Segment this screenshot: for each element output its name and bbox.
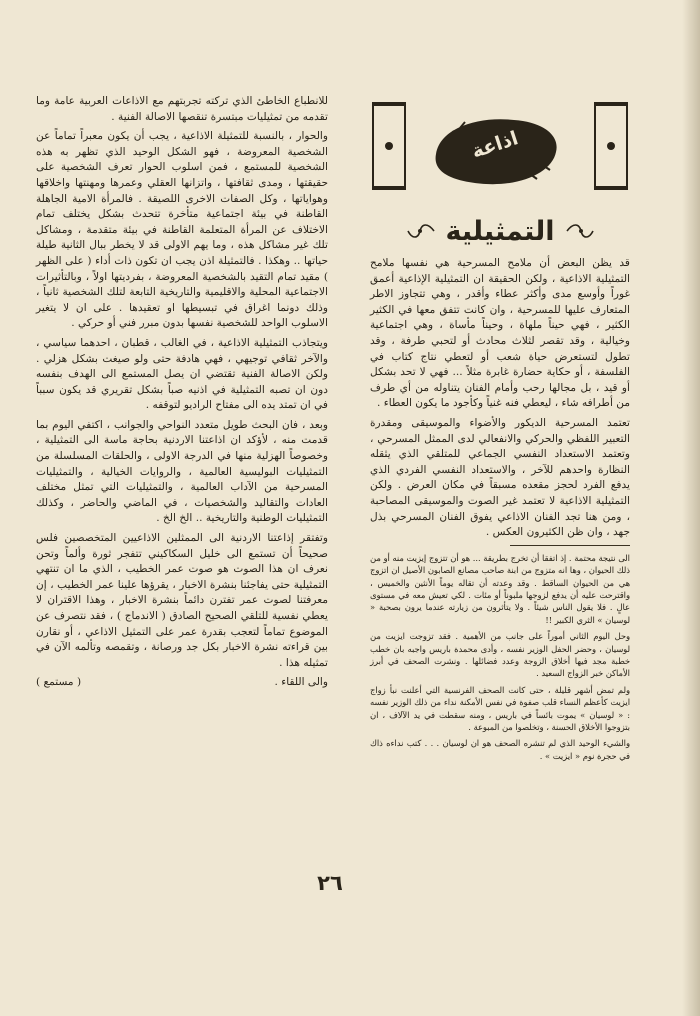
body-paragraph: تعتمد المسرحية الديكور والأضواء والموسيقى ومقدرة التعبير اللفظي والحركي والانفعالي لدى الممثل المسرحي ، وتعتمد الاستعداد النفسي الجماعي للمتلقي الذي يثقله النظارة واحدهم للآخر ، والاستعداد النفسي الفردي الذي يدفع الفرد لحجز مقعده مسبقاً في مكان العرض . ولكن التمثيلية الاذاعية لا تعتمد غير الصوت والموسيقى المصاحبة ، ومن هنا تجد الفنان الاذاعي يفوق الفنان المسرحي بذل جهد ، وان ظن الكثيرون العكس . <box>370 416 630 539</box>
closing-row <box>36 675 328 691</box>
header-decorative-panel-right <box>594 102 628 190</box>
footnote-divider <box>510 545 630 546</box>
article-header <box>370 94 630 206</box>
closing-text: والى اللقاء . <box>274 676 328 689</box>
ornament-left-icon <box>406 221 436 241</box>
body-paragraph: وبعد ، فان البحث طويل متعدد النواحي والجوانب ، اكتفي اليوم بما قدمت منه ، لأؤكد ان اذاعتنا الاردنية بحاجة ماسة الى التمثيلية ، وخصوصاً الهزلية منها في الدرجة الاولى ، والحلقات المسلسلة من التمثيليات البوليسية العالمية ، والروايات الخيالية ، والتمثيليات المسرحية من الآداب العالمية ، والتمثيليات التي تمثل مختلف العادات والتقاليد والشخصيات ، في الماضي والحاضر ، وكذلك التمثيليات الوطنية والتاريخية .. الخ الخ . <box>36 418 328 525</box>
footnote-paragraph: والشيء الوحيد الذي لم تنشره الصحف هو ان لوسيان . . . كتب نداءه ذاك في حجرة نوم « ايزيت » . <box>370 738 630 761</box>
body-paragraph: للانطباع الخاطئ الذي تركته تجربتهم مع الاذاعات العربية عامة وما تقدمه من تمثيليات مبتسرة تنقصها الاصالة الفنية . <box>36 95 328 123</box>
page-edge-shadow <box>682 0 700 1016</box>
article-title: التمثيلية <box>445 215 555 247</box>
panel-dot-icon <box>385 142 393 150</box>
body-paragraph: والحوار ، بالنسبة للتمثيلة الاذاعية ، يجب أن يكون معبراً تماماً عن الشخصية المعروضة ، فهو الشكل الوحيد الذي تظهر به هذه الشخصية للمستمع ، فمن اسلوب الحوار تعرف الشخصية على حقيقتها ، ومدى ثقافتها ، واتزانها العقلي وعمرها ومهنتها واخلاقها وهواياتها ، وكل الصفات الاخرى اللصيقة . فالمرأة الامية الجاهلة القاطنة في بيئة اجتماعية متأخرة تتحدث بشكل يختلف تمام الاختلاف عن المرأة المتعلمة القاطنة في بيئة متقدمة ، ومشاكل تلك غير مشاكل هذه ، وما يهم الاولى قد لا يخطر ببال الثانية طيلة حياتها .. وهكذا . فالتمثيلة اذن يجب ان تكون ذات أداء ( على الظهر ) مقيد تمام التقيد بالشخصية المعروضة ، بفرديتها اولاً ، وبالتأثيرات الاجتماعية المحلية والاقليمية والتاريخية التابعة لتلك الشخصية ثانياً ، وذلك دونما اغراق في تبسيطها او تعقيدها . على ان لا يتغير الاسلوب الواحد للشخصية نفسها بدون مبرر فني أو حركي . <box>36 130 328 330</box>
ornament-right-icon <box>565 221 595 241</box>
header-decorative-panel-left <box>372 102 406 190</box>
radio-logo-text: اذاعة <box>469 127 521 163</box>
right-column <box>370 94 630 766</box>
footnote-paragraph: الى نتيجة محتمة . إذ اتفقا أن تخرج بطريقة ... هو أن تتزوج إيزيت منه أو من ذلك الحيوان ، وها انه متزوج من ابنة صاحب مصانع الصابون الأصيل ان اتزوج هي من الحيوان الساقط . وقد وعدته أن تقاله يوماً الأنثين والخميس ، واقترحت عليه أن يدفع لزوجها ملبوناً أو مئات . لكي تعيش معه في مستوى عالٍ . فلا يقول الناس شيئاً . ولا يتأثرون من زيارته عندما يرون بصحبة « لوسيان » الثري الكبير !! <box>370 552 630 625</box>
footnote-paragraph: وحل اليوم الثاني أموراً على جانب من الأهمية . فقد تزوجت ايزيت من لوسيان ، وحضر الحفل الوزير نفسه ، وأدى محمدة باريس واجبه بان خطب خطبة مجد فيها أخلاق الزوجة وعدد فضائلها . ونشرت الصحف في أبرز الأماكن خبر الزواج السعيد . <box>370 631 630 679</box>
title-row <box>370 212 630 250</box>
body-paragraph: ويتجاذب التمثيلية الاذاعية ، في الغالب ، قطبان ، احدهما سياسي ، والآخر ثقافي توجيهي ، فهي هادفة حتى ولو صيغت بشكل هزلي . ولكن الاصالة الفنية تقتضي ان يصل المستمع الى الهدف بنفسه دون ان تصبه التمثيلية في اذنيه صباً بشكل تقريري قد يكون سبباً في ان تمتد يده الى مفتاح الراديو لتوقفه . <box>36 336 328 412</box>
body-paragraph: وتفتقر إذاعتنا الاردنية الى الممثلين الاذاعيين المتخصصين فلس صحيحاً أن تستمع الى خليل السكاكيني تتفجر ثورة وألماً وتحن نعرف ان هذا الصوت هو صوت عمر الخطيب ، الذي ما ان تنتهي التمثيلية حتى يفاجئنا بنشرة الاخبار ، يقرؤها علينا عمر الخطيب ، إن معرفتنا لصوت عمر تفترن دائماً بنشرة الاخبار ، وهذا الاقتران لا يعطي نفسية للتلقي الصحيح الصادق ( الاندماج ) ، فقد نتصرف عن الموضوع تماماً لتعجب بقدرة عمر على التمثيل الاذاعي ، أو نقارن بين قراءته نشرة الاخبار بكل جد ورصانة ، وتقمصه وتألمه الآن في تمثيله هذا . <box>36 532 328 669</box>
page-number: ٢٦ <box>317 871 343 895</box>
footnote-paragraph: ولم تمض أشهر قليلة ، حتى كانت الصحف الفرنسية التي أعلنت نبأ زواج ايزيت كأعظم النساء قلب صفوة في نفس الأمكنة نداء من ذلك الوزير نفسه : « لوسيان » يموت بائساً في باريس ، ومنه سقطت في يد الآلاف ، ان بتزوجوا الأخلاق الحسنة ، وتخلصوا من المبوعة . <box>370 684 630 732</box>
left-column <box>36 94 328 691</box>
continued-label: ( مستمع ) <box>36 676 82 689</box>
body-paragraph: قد يظن البعض أن ملامح المسرحية هي نفسها ملامح التمثيلية الاذاعية ، ولكن الحقيقة ان التمثيلية الإذاعية أعمق غوراً وأوسع مدى وأكثر عطاء وأقدر ، وهي تتجاوز الاطر المتعارف عليها للمسرحية ، وان كانت تتفق معها في الكثير الكثير ، فهي حيناً ملهاة ، وحيناً مأساة ، وهي اجتماعية وخيالية ، وقد تقصر لثلاث محادث أو لتحبي طرفة ، وقد تطول لتستعرض حياة شعب أو لتعطي نتاج كتاب في الفلسفة ، أو حكاية حضارة غابرة مثلاً ... فهي لا تحد بشكل أو قيد ، بل مجالها رحب وأمام الفنان يتناوله من أي طرف من أطرافه شاء ، ليعطي فنه غنياً وكأجود ما يكون العطاء . <box>370 257 630 410</box>
panel-dot-icon <box>607 142 615 150</box>
